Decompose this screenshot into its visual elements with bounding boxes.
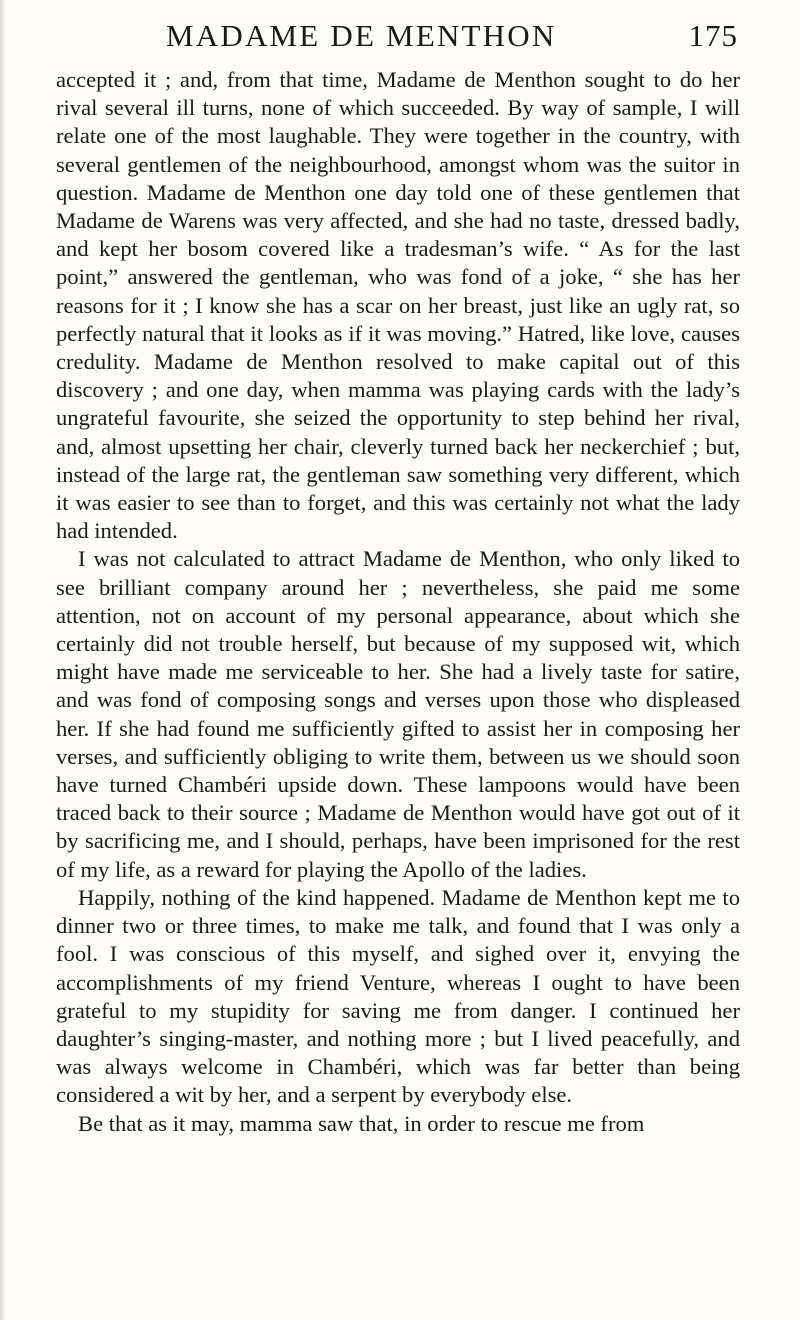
paragraph-1: accepted it ; and, from that time, Madame de Menthon sought to do her rival several ill turns, none of which succeeded. By way of sample, I will relate one of the most laughable. They were together in the country, with several gentlemen of the neighbourhood, amongst whom was the suitor in question. Madame de Menthon one day told one of these gentlemen that Madame de Warens was very affected, and she had no taste, dressed badly, and kept her bosom covered like a tradesman’s wife. “ As for the last point,” answered the gentleman, who was fond of a joke, “ she has her reasons for it ; I know she has a scar on her breast, just like an ugly rat, so perfectly natural that it looks as if it was moving.” Hatred, like love, causes credulity. Madame de Menthon resolved to make capital out of this discovery ; and one day, when mamma was playing cards with the lady’s ungrateful favourite, she seized the opportunity to step behind her rival, and, almost upsetting her chair, cleverly turned back her neckerchief ; but, instead of the large rat, the gentleman saw something very different, which it was easier to see than to forget, and this was certainly not what the lady had intended. [56, 67, 740, 544]
body-text [56, 66, 740, 1138]
page-edge-shadow [0, 0, 6, 1320]
chapter-title: MADAME DE MENTHON [166, 18, 557, 53]
paragraph-3: Happily, nothing of the kind happened. Madame de Menthon kept me to dinner two or three times, to make me talk, and found that I was only a fool. I was conscious of this myself, and sighed over it, envying the accomplishments of my friend Venture, whereas I ought to have been grateful to my stupidity for saving me from danger. I continued her daughter’s singing-master, and nothing more ; but I lived peacefully, and was always welcome in Chambéri, which was far better than being considered a wit by her, and a serpent by everybody else. [56, 884, 740, 1108]
page-number: 175 [688, 18, 738, 53]
paragraph-2: I was not calculated to attract Madame de Menthon, who only liked to see brilliant company around her ; nevertheless, she paid me some attention, not on account of my personal appearance, about which she certainly did not trouble herself, but because of my supposed wit, which might have made me serviceable to her. She had a lively taste for satire, and was fond of composing songs and verses upon those who displeased her. If she had found me sufficiently gifted to assist her in composing her verses, and sufficiently obliging to write them, between us we should soon have turned Chambéri upside down. These lampoons would have been traced back to their source ; Madame de Menthon would have got out of it by sacrificing me, and I should, perhaps, have been imprisoned for the rest of my life, as a reward for playing the Apollo of the ladies. [56, 546, 740, 882]
paragraph-4: Be that as it may, mamma saw that, in order to rescue me from [78, 1110, 645, 1136]
running-head [166, 14, 738, 58]
